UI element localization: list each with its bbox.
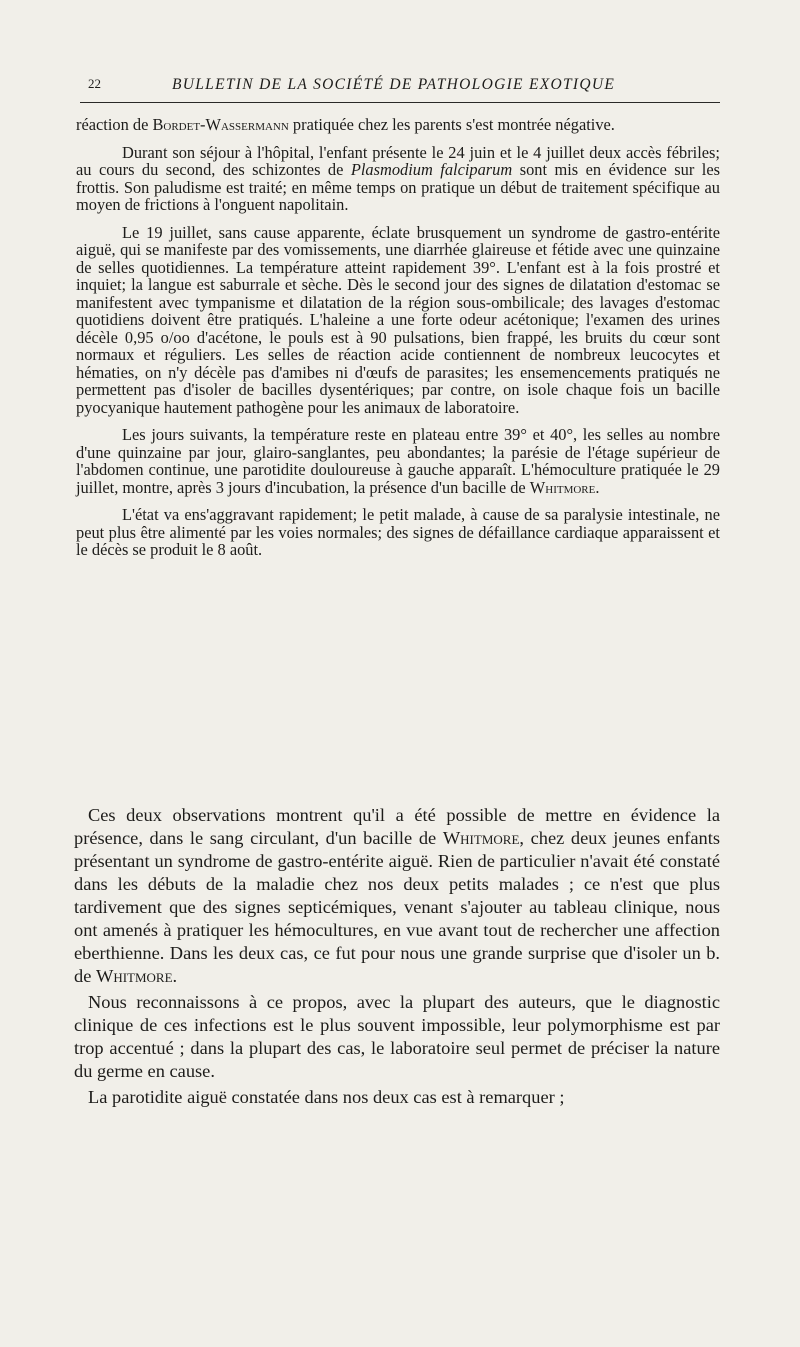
paragraph: L'état va ens'aggravant rapidement; le petit malade, à cause de sa paralysie intestinale, ne peut plus être alimenté par les voies normales; des signes de défaillance cardiaque apparaissent et le décès se produit le 8 août. — [76, 505, 720, 559]
running-title: BULLETIN DE LA SOCIÉTÉ DE PATHOLOGIE EXOTIQUE — [172, 76, 616, 93]
text-run: pratiquée chez les parents s'est montrée négative. — [288, 115, 615, 134]
author-name: Whitmore — [95, 966, 173, 986]
paragraph: Nous reconnaissons à ce propos, avec la plupart des auteurs, que le diagnostic clinique de ces infections est le plus souvent impossible, leur polymorphisme est par trop accentué ; dans la plupart des cas, le laboratoire seul permet de préciser la nature du germe en cause. — [74, 992, 720, 1081]
text-run: sont mis en évidence sur les frottis. Son paludisme est traité; en même temps on pratique un début de traitement spécifique au moyen de frictions à l'onguent napolitain. — [76, 160, 720, 214]
discussion-section — [74, 804, 720, 1112]
author-name: Whitmore — [529, 477, 596, 497]
paragraph — [74, 804, 720, 988]
text-run: , chez deux jeunes enfants présentant un syndrome de gastro-entérite aiguë. Rien de particulier n'avait été constaté dans les débuts de la maladie chez nos deux petits malades ; ce n'est que plus tardivement que des signes septicémiques, venant s'ajouter au tableau clinique, nous ont amenés à pratiquer les hémocultures, en vue avant tout de rechercher une affection eberthienne. Dans les deux cas, ce fut pour nous une grande surprise que d'isoler un b. de — [74, 828, 721, 986]
text-run: réaction de — [76, 115, 153, 134]
author-name: Bordet-Wassermann — [152, 115, 289, 134]
text-run: Les jours suivants, la température reste en plateau entre 39° et 40°, les selles au nombre d'une quinzaine par jour, glairo-sanglantes, peu abondantes; la parésie de l'étage supérieur de l'abdomen continue, une parotidite douloureuse à gauche apparaît. L'hémoculture pratiquée le 29 juillet, montre, après 3 jours d'incubation, la présence d'un bacille de — [76, 425, 720, 497]
paragraph: Le 19 juillet, sans cause apparente, éclate brusquement un syndrome de gastro-entérite aiguë, qui se manifeste par des vomissements, une diarrhée glaireuse et fétide avec une quinzaine de selles quotidiennes. La température atteint rapidement 39°. L'enfant est à la fois prostré et inquiet; la langue est saburrale et sèche. Dès le second jour des signes de dilatation d'estomac se manifestent avec tympanisme et dilatation de la région sous-ombilicale; des lavages d'estomac quotidiens doivent être pratiqués. L'haleine a une forte odeur acétonique; l'examen des urines décèle 0,95 o/oo d'acétone, le pouls est à 90 pulsations, bien frappé, les bruits du cœur sont normaux et réguliers. Les selles de réaction acide contiennent de nombreux leucocytes et hématies, on n'y décèle pas d'amibes ni d'œufs de parasites; les ensemencements pratiqués ne permettent pas d'isoler de bacilles dysentériques; par contre, on isole chaque fois un bacille pyocyanique hautement pathogène pour les animaux de laboratoire. — [76, 222, 720, 417]
species-name: Plasmodium falciparum — [350, 160, 513, 179]
paragraph: La parotidite aiguë constatée dans nos deux cas est à remarquer ; — [88, 1087, 565, 1107]
text-run: . — [172, 966, 178, 986]
observation-section — [76, 116, 720, 569]
paragraph — [76, 426, 720, 496]
page-number: 22 — [88, 76, 101, 91]
paragraph — [76, 144, 720, 214]
text-run: . — [595, 477, 600, 497]
paragraph — [76, 116, 720, 134]
page-header — [80, 74, 720, 103]
text-run: Durant son séjour à l'hôpital, l'enfant présente le 24 juin et le 4 juillet deux accès fébriles; au cours du second, des schizontes de — [76, 142, 720, 179]
author-name: Whitmore — [442, 828, 520, 848]
text-run: Ces deux observations montrent qu'il a été possible de mettre en évidence la présence, dans le sang circulant, d'un bacille de — [74, 805, 720, 848]
